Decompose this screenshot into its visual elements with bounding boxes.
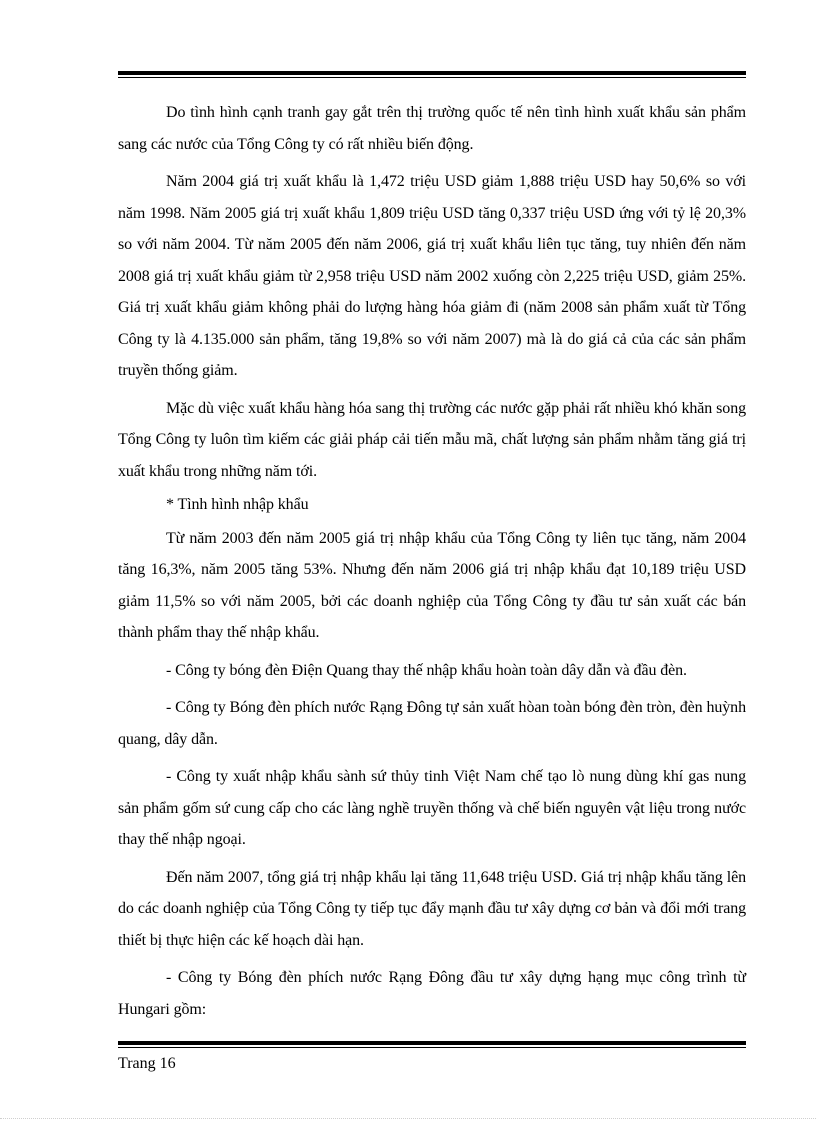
page-edge-divider <box>0 1118 816 1119</box>
header-rule-thick <box>118 71 746 75</box>
section-heading-imports: * Tình hình nhập khẩu <box>166 496 309 513</box>
paragraph-export-outlook: Mặc dù việc xuất khẩu hàng hóa sang thị trường các nước gặp phải rất nhiều khó khăn song Tổng Công ty luôn tìm kiếm các giải pháp cải tiến mẫu mã, chất lượng sản phẩm nhằm tăng giá trị xuất khẩu trong những năm tới. <box>118 399 746 480</box>
list-item-rang-dong-hungary: - Công ty Bóng đèn phích nước Rạng Đông đầu tư xây dựng hạng mục công trình từ Hungari gồm: <box>118 969 746 1018</box>
header-rule <box>118 71 746 79</box>
list-item-dien-quang: - Công ty bóng đèn Điện Quang thay thế nhập khẩu hoàn toàn dây dẫn và đầu đèn. <box>166 661 687 679</box>
paragraph-export-volatility: Do tình hình cạnh tranh gay gắt trên thị trường quốc tế nên tình hình xuất khẩu sản phẩm sang các nước của Tổng Công ty có rất nhiều biến động. <box>118 104 746 153</box>
paragraph-2007-imports: Đến năm 2007, tổng giá trị nhập khẩu lại tăng 11,648 triệu USD. Giá trị nhập khẩu tăng lên do các doanh nghiệp của Tổng Công ty tiếp tục đẩy mạnh đầu tư xây dựng cơ bản và đổi mới trang thiết bị thực hiện các kế hoạch dài hạn. <box>118 868 746 949</box>
header-rule-thin <box>118 77 746 78</box>
footer-rule <box>118 1041 746 1049</box>
paragraph-export-values: Năm 2004 giá trị xuất khẩu là 1,472 triệu USD giảm 1,888 triệu USD hay 50,6% so với năm 1998. Năm 2005 giá trị xuất khẩu 1,809 triệu USD tăng 0,337 triệu USD ứng với tỷ lệ 20,3% so với năm 2004. Từ năm 2005 đến năm 2006, giá trị xuất khẩu liên tục tăng, tuy nhiên đến năm 2008 giá trị xuất khẩu giảm từ 2,958 triệu USD năm 2002 xuống còn 2,225 triệu USD, giảm 25%. Giá trị xuất khẩu giảm không phải do lượng hàng hóa giảm đi (năm 2008 sản phẩm xuất từ Tổng Công ty là 4.135.000 sản phẩm, tăng 19,8% so với năm 2007) mà là do giá cả của các sản phẩm truyền thống giảm. <box>118 173 746 379</box>
footer-rule-thin <box>118 1047 746 1048</box>
page-number: Trang 16 <box>118 1055 176 1072</box>
footer-rule-thick <box>118 1041 746 1045</box>
list-item-rang-dong: - Công ty Bóng đèn phích nước Rạng Đông tự sản xuất hòan toàn bóng đèn tròn, đèn huỳnh quang, dây dẫn. <box>118 699 746 748</box>
paragraph-import-values: Từ năm 2003 đến năm 2005 giá trị nhập khẩu của Tổng Công ty liên tục tăng, năm 2004 tăng 16,3%, năm 2005 tăng 53%. Nhưng đến năm 2006 giá trị nhập khẩu đạt 10,189 triệu USD giảm 11,5% so với năm 2005, bởi các doanh nghiệp của Tổng Công ty đầu tư sản xuất các bán thành phẩm thay thế nhập khẩu. <box>118 529 746 641</box>
document-body <box>118 97 746 1031</box>
list-item-ceramics: - Công ty xuất nhập khẩu sành sứ thủy tinh Việt Nam chế tạo lò nung dùng khí gas nung sản phẩm gốm sứ cung cấp cho các làng nghề truyền thống và chế biến nguyên vật liệu trong nước thay thế nhập ngoại. <box>118 768 746 848</box>
